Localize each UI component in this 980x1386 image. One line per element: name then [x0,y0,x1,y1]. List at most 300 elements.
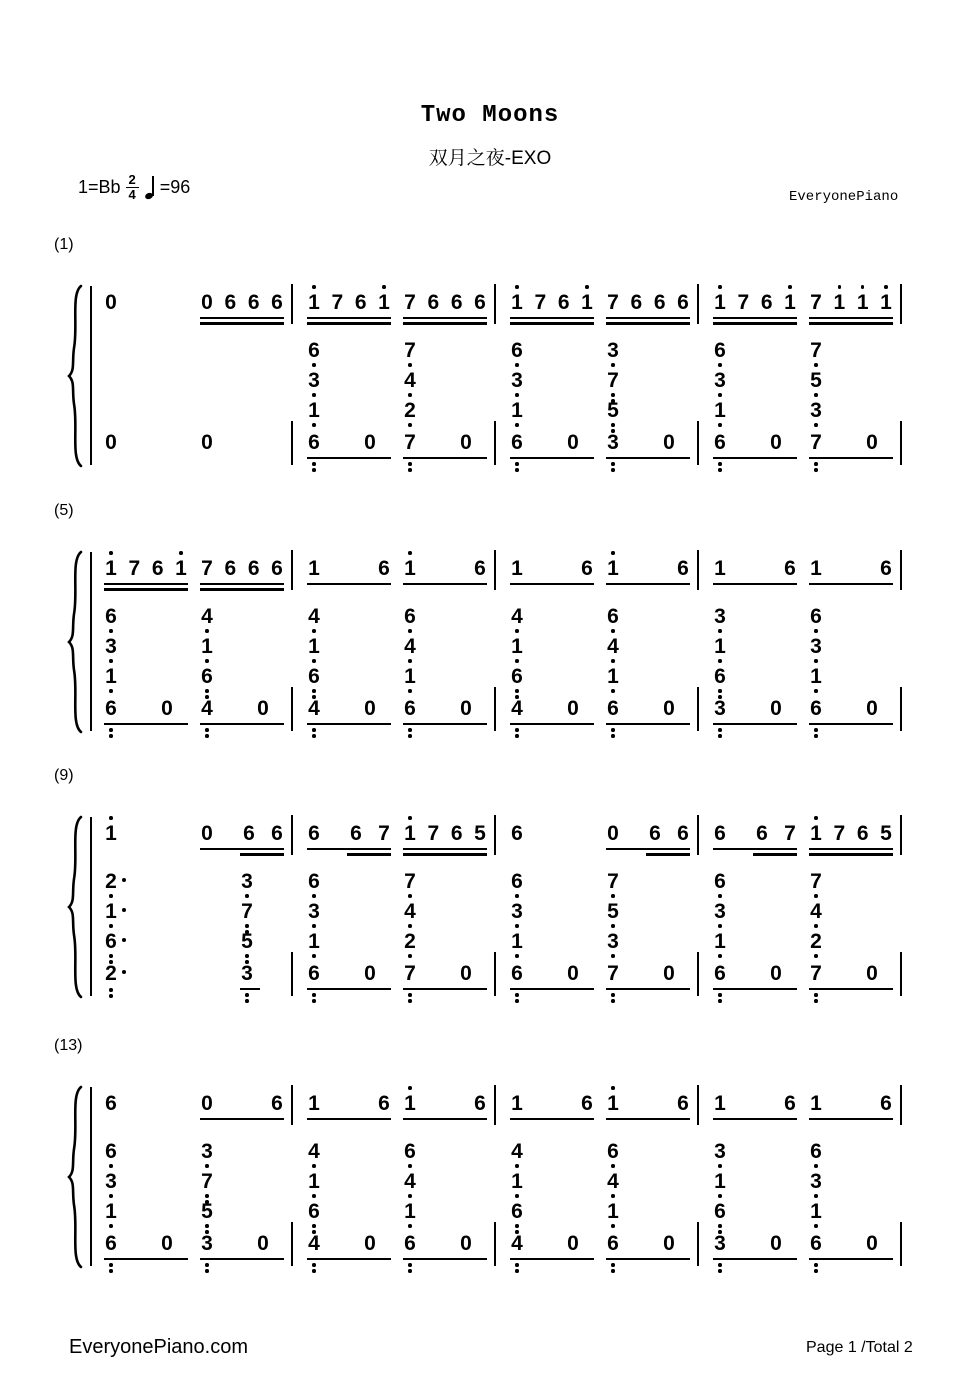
note [307,370,321,392]
beam [307,317,391,319]
system-label: (5) [54,502,74,519]
octave-dot [408,468,412,472]
note-group [403,292,487,325]
note-digit: 0 [663,697,675,720]
octave-dots-low [403,1224,417,1228]
octave-dots-high [580,285,594,289]
octave-dot [814,728,818,732]
octave-dots-low [809,1194,823,1198]
beam [809,322,893,324]
note-digit: 0 [866,1232,878,1255]
beam [403,1118,487,1120]
beam [809,583,893,585]
note [832,823,846,845]
chord-row [606,1171,620,1201]
note [403,1171,417,1193]
bass-octave-dots [611,462,615,472]
note [200,558,214,580]
note [809,871,823,893]
measure [90,1085,293,1277]
measure [90,815,293,1007]
chord-row [307,1201,321,1231]
chord-row [713,400,727,430]
note-group [403,823,487,856]
note-digit: 0 [866,962,878,985]
note [557,292,571,314]
rest-note [459,432,473,454]
note [104,292,118,314]
note-digit: 6 [224,291,237,314]
note-digit: 1 [511,635,523,658]
note-group [200,292,284,325]
note [606,292,620,314]
chord-row [809,340,823,370]
octave-dot [312,462,316,466]
note [606,636,620,658]
chord-row [713,1171,727,1201]
octave-dots-low [809,423,823,427]
octave-dot [718,1164,722,1168]
octave-dot [109,734,113,738]
octave-dot [408,993,412,997]
system-label: (13) [54,1037,83,1054]
note-digit: 4 [511,1140,523,1163]
octave-dot [814,734,818,738]
chord-row [200,1171,214,1201]
bass-octave-dots [814,1263,818,1273]
note [510,400,524,422]
note-digit: 2 [404,399,416,422]
note [809,901,823,923]
octave-dots-low [307,393,321,397]
beam [510,322,594,324]
note-digit: 4 [404,369,416,392]
note-digit: 6 [810,1232,822,1255]
note-digit: 7 [607,962,619,985]
note [200,1171,214,1193]
octave-dot [611,999,615,1003]
note [307,292,321,314]
octave-dot [611,551,615,555]
note-digit: 7 [128,557,141,580]
chord-row [713,636,727,666]
bass-group [510,698,594,742]
bass-octave-dots [814,993,818,1003]
note [713,636,727,658]
note [566,963,580,985]
note-digit: 5 [607,399,619,422]
note [403,292,417,314]
beam [403,583,487,585]
bass-beam [307,988,391,990]
octave-dots-high [879,285,893,289]
octave-dots-low [104,894,118,898]
brace-icon [66,284,84,468]
rest-note [769,963,783,985]
rest-note [865,432,879,454]
chord-row [510,370,524,400]
octave-dot [515,734,519,738]
note-digit: 6 [308,665,320,688]
note-digit: 0 [364,1232,376,1255]
note-digit: 7 [810,870,822,893]
left-hand-beat [403,605,472,742]
note-digit: 5 [241,930,253,953]
octave-dot [408,924,412,928]
bass-group [307,698,391,742]
barline-top-segment [900,1085,902,1125]
note-digit: 6 [308,1200,320,1223]
octave-dot [109,1164,113,1168]
note-digit: 6 [677,1092,689,1115]
octave-dots-low [200,629,214,633]
note-digit: 1 [856,291,869,314]
note [473,1093,487,1115]
octave-dot [718,1269,722,1273]
octave-dot [109,1269,113,1273]
note [809,1093,823,1115]
octave-dot [245,999,249,1003]
bass-note [809,698,823,720]
note-group [307,823,391,856]
bass-group [104,432,124,476]
note-digit: 7 [737,291,750,314]
note [403,666,417,688]
beam [510,1118,594,1120]
beam [809,1118,893,1120]
note [606,340,620,362]
octave-dot [611,1086,615,1090]
chord-row [713,871,727,901]
note [247,558,261,580]
octave-dot [718,285,722,289]
note [606,370,620,392]
note-row [809,823,893,845]
note-digit: 4 [404,635,416,658]
bass-note [104,698,118,720]
note-digit: 0 [460,697,472,720]
octave-dot [312,629,316,633]
bass-octave-dots [718,1263,722,1273]
note [200,1201,214,1223]
note-group [104,1093,118,1115]
bass-octave-dots [408,728,412,738]
bass-beam [606,723,690,725]
note-digit: 1 [105,900,117,923]
note-digit: 7 [810,291,822,314]
barline-top-segment [900,815,902,855]
chord-row [606,606,620,636]
chord-row [403,666,417,696]
note-digit: 6 [271,822,283,845]
left-hand-beat [403,339,472,476]
octave-dot [109,954,113,958]
note-digit: 0 [770,962,782,985]
note [713,931,727,953]
note-digit: 1 [308,557,320,580]
note-group [713,823,797,856]
note-digit: 4 [201,605,213,628]
octave-dot [109,728,113,732]
right-hand-beat [606,558,690,585]
octave-dots-low [510,954,524,958]
note-row [104,823,118,845]
octave-dots-low [307,894,321,898]
beam [200,317,284,319]
octave-dot [109,659,113,663]
note [662,1233,676,1255]
barline-top-segment [900,284,902,324]
bass-beam [713,1258,797,1260]
bass-group [104,963,124,1007]
chord-row [240,931,254,961]
note-digit: 1 [105,557,117,580]
octave-dot [312,1263,316,1267]
octave-dot [205,1194,209,1198]
note [809,400,823,422]
note [160,698,174,720]
note-digit: 6 [271,1092,283,1115]
note [879,558,893,580]
chord-row [510,871,524,901]
note [879,823,893,845]
note-group [510,292,594,325]
chord-row [240,901,254,931]
octave-dot [205,1269,209,1273]
rest-note [769,432,783,454]
octave-dot [109,1194,113,1198]
chord-row [403,931,417,961]
quarter-note-icon [145,174,156,200]
octave-dot [611,423,615,427]
note-digit: 6 [581,557,593,580]
note [580,1093,594,1115]
chord-row [104,1171,118,1201]
note-digit: 6 [714,431,726,454]
note-digit: 1 [105,822,117,845]
note-row [606,292,690,314]
note [104,666,118,688]
octave-dots-high [104,816,118,820]
chord-row [403,606,417,636]
octave-dot [814,1269,818,1273]
note [363,432,377,454]
note-digit: 1 [714,1092,726,1115]
note-row [403,823,487,845]
note [307,963,321,985]
chord-row [307,400,321,430]
note-digit: 4 [607,635,619,658]
note-digit: 6 [581,1092,593,1115]
octave-dots-low [104,689,118,693]
octave-dots-low [240,894,254,898]
beam [307,322,391,324]
note-digit: 6 [607,1232,619,1255]
note [606,1171,620,1193]
octave-dots-low [104,659,118,663]
note-row [200,558,284,580]
note [307,666,321,688]
left-hand-beat [606,339,675,476]
bass-note [403,698,417,720]
bass-octave-dots [205,1263,209,1273]
right-hand-beat [307,558,391,585]
octave-dots-low [606,659,620,663]
note-digit: 6 [201,665,213,688]
octave-dot [718,728,722,732]
octave-dots-low [403,1164,417,1168]
note-digit: 6 [511,870,523,893]
octave-dot [814,689,818,693]
right-hand-beat [713,1093,797,1120]
chord-row [104,606,118,636]
note-group [403,558,487,585]
right-hand-beat [307,1093,391,1120]
octave-dot [408,629,412,633]
note [377,1093,391,1115]
chord-row [606,636,620,666]
note-row [307,558,391,580]
note [769,698,783,720]
note [403,1233,417,1255]
note-digit: 6 [271,557,283,580]
right-hand-beat [809,823,893,856]
bass-octave-dots [814,728,818,738]
note-group [809,292,893,325]
octave-dot [312,393,316,397]
note-digit: 1 [201,635,213,658]
note-row [403,1093,487,1115]
bass-note [713,698,727,720]
octave-dot [718,423,722,427]
note-digit: 6 [714,1200,726,1223]
octave-dot [814,1194,818,1198]
octave-dots-low [510,894,524,898]
bass-beam [403,1258,487,1260]
octave-dots-low [606,954,620,958]
octave-dot [312,285,316,289]
bass-octave-dots [408,462,412,472]
octave-dot [585,285,589,289]
note-digit: 3 [810,399,822,422]
octave-dot [205,689,209,693]
note-digit: 1 [511,1170,523,1193]
chord-row [809,666,823,696]
chord-row [713,901,727,931]
octave-dot [408,1224,412,1228]
rest-note [363,963,377,985]
note [403,871,417,893]
note [783,1093,797,1115]
bass-octave-dots [205,728,209,738]
note [104,558,118,580]
system [66,284,910,476]
note [566,1233,580,1255]
note-digit: 6 [427,291,440,314]
octave-dots-low [403,689,417,693]
note-digit: 0 [567,1232,579,1255]
note-group [104,558,188,591]
note-row [510,1093,594,1115]
note-digit: 7 [404,870,416,893]
left-hand-beat [104,1140,173,1277]
note-digit: 1 [714,1170,726,1193]
note [510,823,524,845]
brace-icon [66,550,84,734]
note-row [809,292,893,314]
note-digit: 0 [770,697,782,720]
octave-dot [408,363,412,367]
note-digit: 0 [567,962,579,985]
chord-row [606,370,620,400]
note-digit: 1 [308,399,320,422]
note-digit: 6 [714,870,726,893]
brand-text: EveryonePiano [789,189,899,205]
note [247,292,261,314]
note [606,931,620,953]
octave-dots-low [403,1194,417,1198]
octave-dots-low [606,1164,620,1168]
note-digit: 6 [653,291,666,314]
octave-dot [312,894,316,898]
note [510,340,524,362]
chord-row [510,901,524,931]
octave-dots-low [510,629,524,633]
octave-dot [408,894,412,898]
note-group [606,1093,690,1120]
note [104,901,118,923]
note [510,666,524,688]
left-hand-beat [510,870,579,1007]
note-digit: 0 [567,697,579,720]
bass-octave-dots [408,1263,412,1273]
note [713,1171,727,1193]
note-group [606,558,690,585]
note [473,823,487,845]
note [713,1233,727,1255]
note-digit: 1 [308,1170,320,1193]
note [510,636,524,658]
note-digit: 4 [404,1170,416,1193]
note [713,606,727,628]
chord-row [510,636,524,666]
note-digit: 6 [105,1232,117,1255]
octave-dot [109,689,113,693]
note-digit: 4 [511,605,523,628]
left-hand-beat [606,1140,675,1277]
right-hand-beat [510,558,594,585]
note [200,432,214,454]
rest-note [459,963,473,985]
octave-dots-low [104,629,118,633]
note [510,1201,524,1223]
octave-dot [718,689,722,693]
note-row [713,1093,797,1115]
octave-dot [611,1263,615,1267]
bass-beam [104,1258,188,1260]
note-digit: 6 [404,697,416,720]
bass-note [403,1233,417,1255]
bass-group [713,432,797,476]
octave-dot [109,1263,113,1267]
note [713,292,727,314]
octave-dot [861,285,865,289]
octave-dot [312,689,316,693]
right-hand-beat [104,1093,118,1115]
note [809,558,823,580]
note [403,558,417,580]
octave-dot [718,924,722,928]
